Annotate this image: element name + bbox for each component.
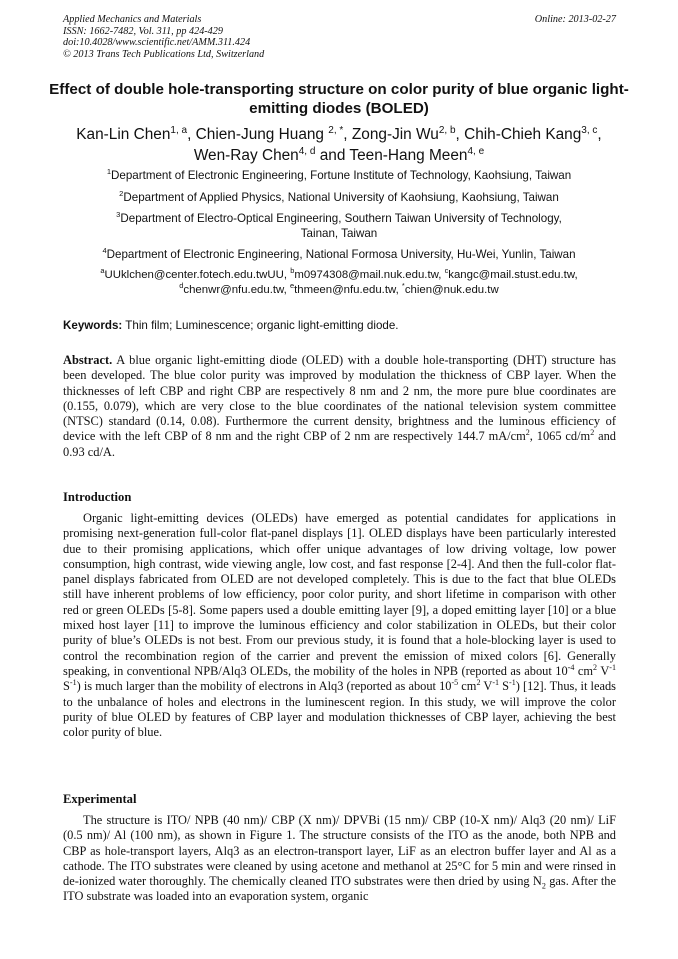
author: Wen-Ray Chen [193, 147, 299, 164]
abstract: Abstract. A blue organic light-emitting diode (OLED) with a double hole-transporting (DHT) structure has been developed. The blue color purity was improved by modulation the thickness of CBP layer. When the thicknesses of left CBP and right CBP are respectively 8 nm and 2 nm, the more pure blue coordinates are (0.155, 0.079), which are very close to the blue coordinates of the national television system committee (NTSC) standard (0.14, 0.08). Furthermore the current density, brightness and the luminous efficiency of device with the left CBP of 8 nm and the right CBP of 2 nm are respectively 144.7 $mA/cm^2$, 1065 $cd/m^2$ and 0.93 cd/A. [63, 353, 616, 459]
journal-header [63, 14, 616, 60]
section-heading: Introduction [63, 490, 132, 504]
copyright-line: © 2013 Trans Tech Publications Ltd, Switzerland [63, 48, 265, 60]
email-link[interactable]: thmeen@nfu.edu.tw, [294, 284, 399, 296]
email-link[interactable]: m0974308@mail.nuk.edu.tw, [294, 269, 442, 281]
section-heading: Experimental [63, 792, 137, 806]
online-date: Online: 2013-02-27 [534, 14, 616, 25]
author: Kan-Lin Chen [76, 126, 171, 143]
affiliation: $^2$Department of Applied Physics, National University of Kaohsiung, Kaohsiung, Taiwan [119, 189, 559, 204]
affiliation: $^1$Department of Electronic Engineering, Fortune Institute of Technology, Kaohsiung, Taiwan [106, 167, 572, 182]
keywords-label: Keywords: [63, 319, 123, 332]
issn-line: ISSN: 1662-7482, Vol. 311, pp 424-429 [63, 25, 223, 37]
email-link[interactable]: kangc@mail.stust.edu.tw, [448, 269, 578, 281]
abstract-label: Abstract. [63, 353, 113, 367]
keywords [63, 319, 616, 332]
affiliation: $^3$Department of Electro-Optical Engineering, Southern Taiwan University of Technology, Tainan, Taiwan [116, 210, 562, 240]
author: Chih-Chieh Kang [464, 126, 582, 143]
affiliation: $^4$Department of Electronic Engineering, National Formosa University, Hu-Wei, Yunlin, Taiwan [102, 246, 576, 261]
keywords-text: Thin film; Luminescence; organic light-emitting diode. [125, 319, 399, 332]
email-list: $^a$UUklchen@center.fotech.edu.twUU, $^b$m0974308@mail.nuk.edu.tw, $^c$kangc@mail.stust.edu.tw, $^d$chenwr@nfu.edu.tw, $^e$thmeen@nfu.edu.tw, *chien@nuk.edu.tw [100, 266, 578, 296]
introduction-paragraph: Organic light-emitting devices (OLEDs) have emerged as potential candidates for applications in promising next-generation full-color flat-panel displays [1]. OLED displays have been particularly interested due to their promising applications, which offer unique advantages of low driving voltage, low power consumption, high contrast, wide viewing angle, low cost, and fast response [2-4]. And then the full-color flat-panel displays fabricated from OLED are not developed completely. This is due to the fact that blue OLEDs still have inherent problems of low efficiency, poor color purity, and short lifetime in comparison with other red or green OLEDs [5-8]. Some papers used a double emitting layer [9], a doped emitting layer [10] or a blue mixed host layer [11] to improve the luminous efficiency and color stabilization in OLEDs, but their color purity of blue’s OLEDs is not best. From our previous study, it is found that a hole-blocking layer is used to control the recombination region of the carrier and prevent the emission of mixed colors [6]. Generally speaking, in conventional NPB/Alq3 OLEDs, the mobility of the holes in NPB (reported as about $10^{-4}$ $cm^2$ $V^{-1}$ $S^{-1}$) is much larger than the mobility of electrons in Alq3 (reported as about $10^{-5}$ $cm^2$ $V^{-1}$ $S^{-1}$) [12]. Thus, it leads to the unbalance of holes and electrons in the luminescent region. In this study, we will improve the color purity of blue OLED by features of CBP layer and modulation thicknesses of CBP layer, achieving the best color purity of blue. [63, 511, 616, 740]
author: Teen-Hang Meen [349, 147, 468, 164]
paper-title: Effect of double hole-transporting structure on color purity of blue organic light-emitting diodes (BOLED) [49, 81, 629, 117]
author: Chien-Jung Huang [195, 126, 324, 143]
doi-line: doi:10.4028/www.scientific.net/AMM.311.424 [63, 37, 251, 49]
author-list: Kan-Lin Chen$^{1, a}$, Chien-Jung Huang $^{2, *}$, Zong-Jin Wu$^{2, b}$, Chih-Chieh Kang$^{3, c}$, Wen-Ray Chen$^{4, d}$ and Teen-Hang Meen$^{4, e}$ [76, 124, 602, 164]
journal-name: Applied Mechanics and Materials [63, 14, 202, 25]
author: Zong-Jin Wu [351, 126, 439, 143]
email-link[interactable]: UUklchen@center.fotech.edu.twUU, [104, 269, 288, 281]
email-link[interactable]: chien@nuk.edu.tw [404, 284, 499, 296]
experimental-paragraph: The structure is ITO/ NPB (40 nm)/ CBP (X nm)/ DPVBi (15 nm)/ CBP (10-X nm)/ Alq3 (20 nm)/ LiF (0.5 nm)/ Al (100 nm), as shown in Figure 1. The structure consists of the ITO as the anode, both NPB and CBP as hole-transport layers, Alq3 as an electron-transport layer, LiF as an electron buffer layer and Al as a cathode. The ITO substrates were cleaned by using acetone and methanol at 25°C for 5 min and were rinsed in de-ionized water thoroughly. The chemically cleaned ITO substrates were then dried by using $N_2$ gas. After the ITO substrate was loaded into an evaporation system, organic [63, 813, 616, 904]
email-link[interactable]: chenwr@nfu.edu.tw, [183, 284, 287, 296]
